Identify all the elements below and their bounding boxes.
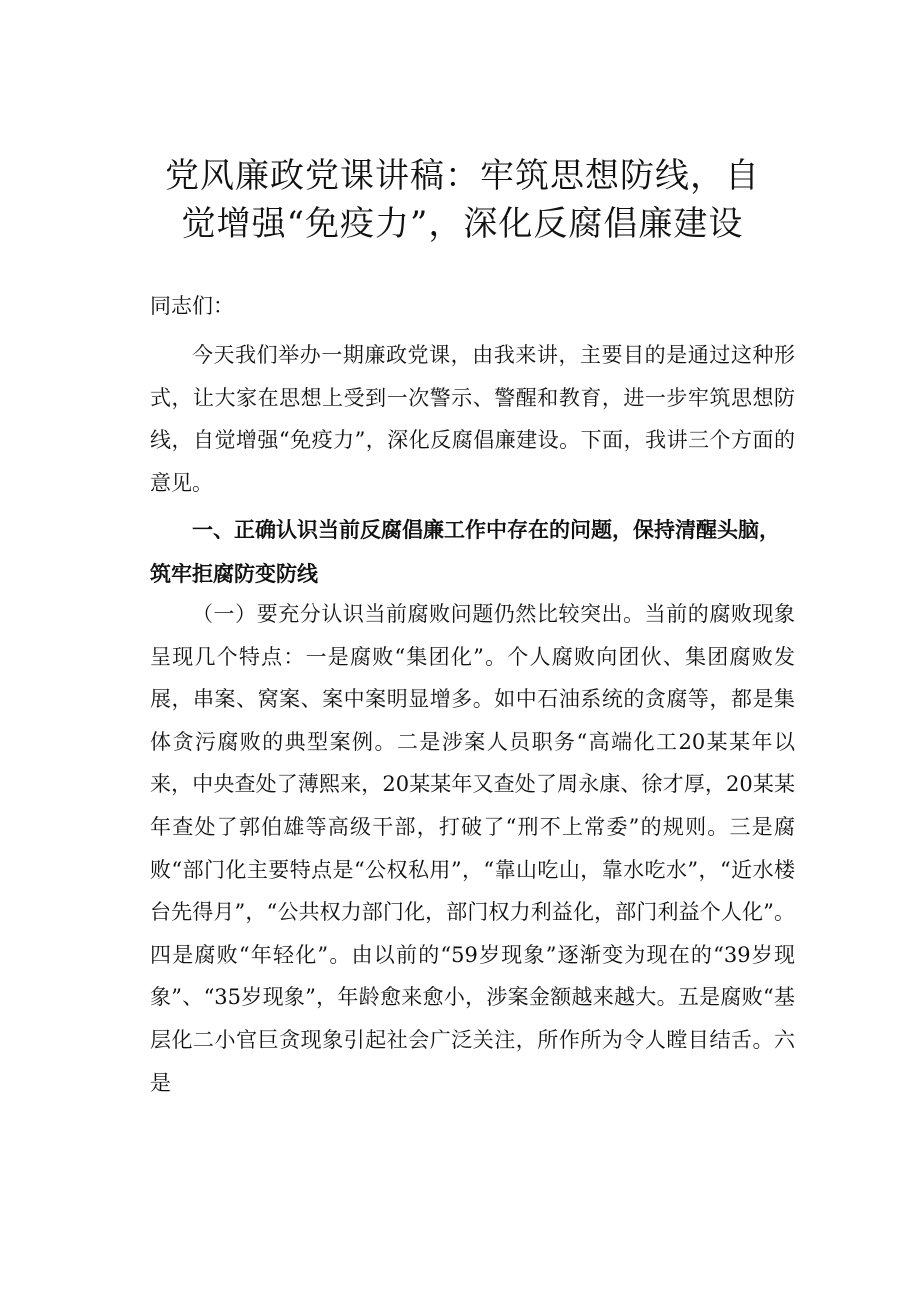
salutation: 同志们： <box>150 294 234 318</box>
section-heading: 一、正确认识当前反腐倡廉工作中存在的问题，保持清醒头脑，筑牢拒腐防变防线 <box>150 518 780 586</box>
intro-paragraph: 今天我们举办一期廉政党课，由我来讲，主要目的是通过这种形式，让大家在思想上受到一次警示、警醒和教育，进一步牢筑思想防线，自觉增强“免疫力”，深化反腐倡廉建设。下面，我讲三个方面的意见。 <box>150 343 795 495</box>
document-title: 党风廉政党课讲稿：牢筑思想防线，自觉增强“免疫力”，深化反腐倡廉建设 <box>165 156 760 244</box>
body-paragraph: （一）要充分认识当前腐败问题仍然比较突出。当前的腐败现象呈现几个特点：一是腐败“集团化”。个人腐败向团伙、集团腐败发展，串案、窝案、案中案明显增多。如中石油系统的贪腐等，都是集体贪污腐败的典型案例。二是涉案人员职务“高端化工20某某年以来，中央查处了薄熙来，20某某年又查处了周永康、徐才厚，20某某年查处了郭伯雄等高级干部，打破了“刑不上常委”的规则。三是腐败“部门化主要特点是“公权私用”，“靠山吃山，靠水吃水”，“近水楼台先得月”，“公共权力部门化，部门权力利益化，部门利益个人化”。四是腐败“年轻化”。由以前的“59岁现象”逐渐变为现在的“39岁现象”、“35岁现象”，年龄愈来愈小，涉案金额越来越大。五是腐败“基层化二小官巨贪现象引起社会广泛关注，所作所为令人瞠目结舌。六是 <box>150 602 795 1095</box>
